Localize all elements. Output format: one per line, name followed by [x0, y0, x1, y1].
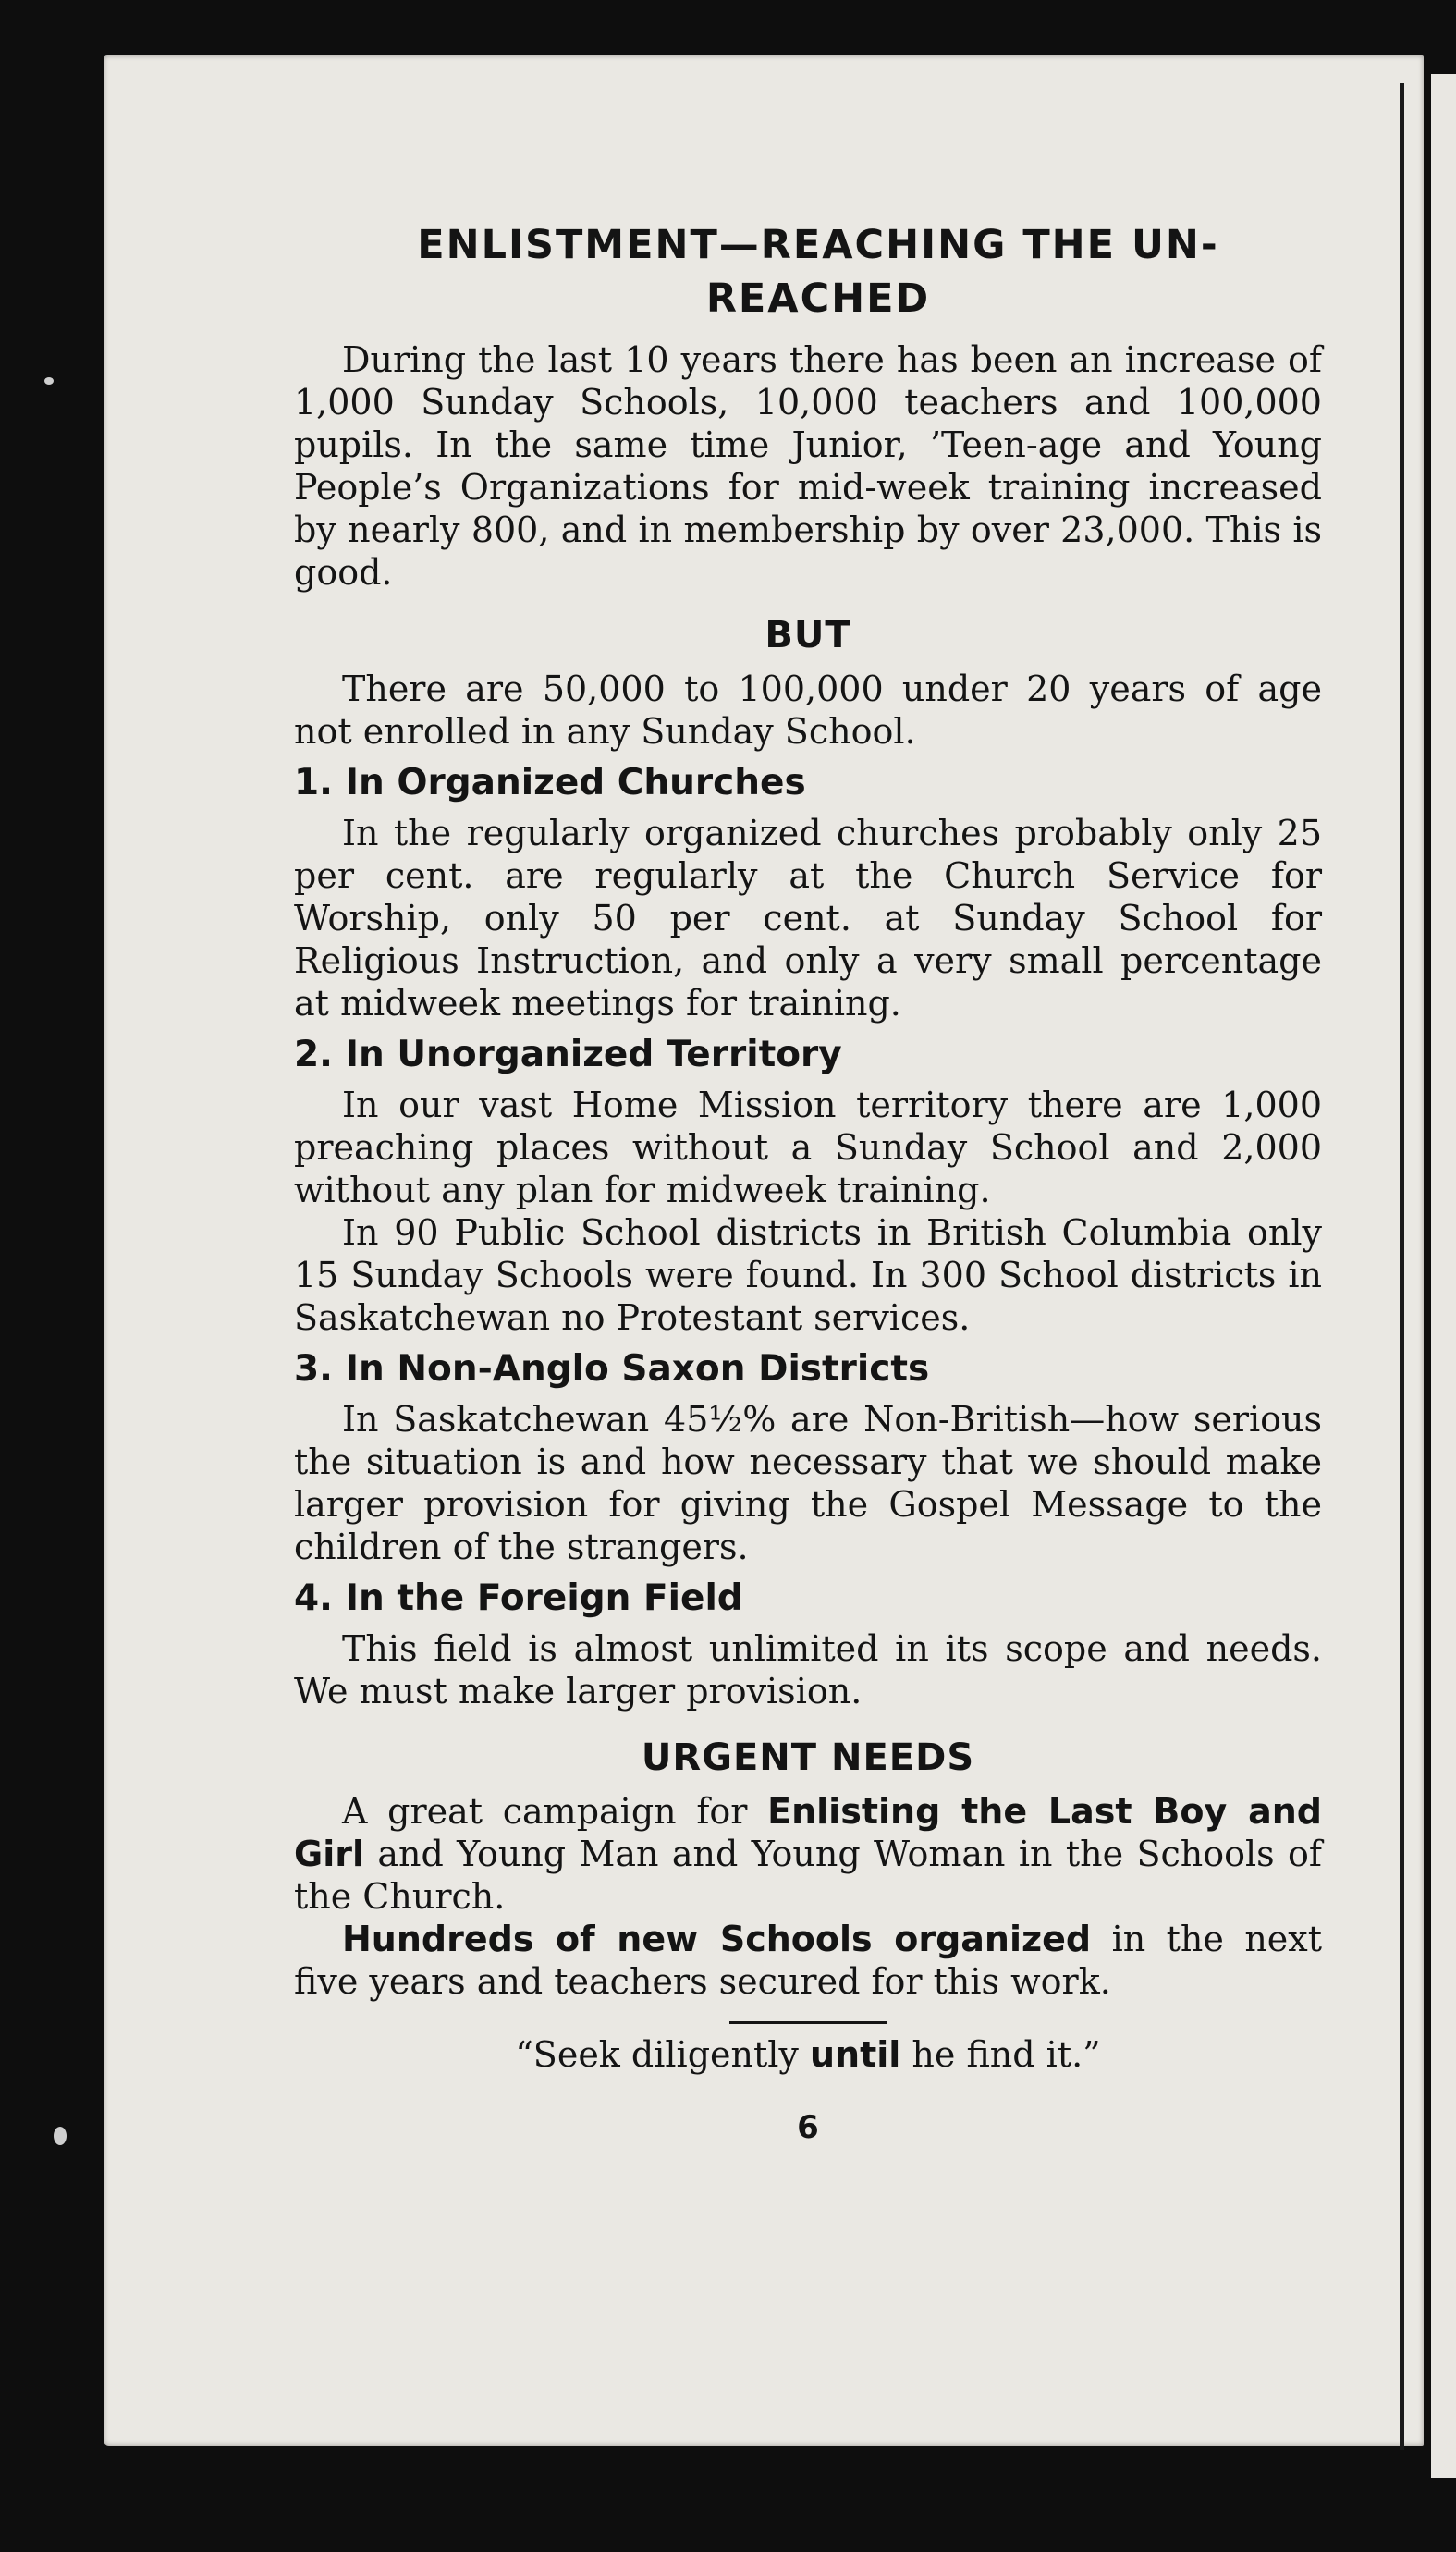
- page-title: ENLISTMENT—REACHING THE UN- REACHED: [417, 222, 1219, 322]
- campaign-bold-text: Enlisting the Last Boy and Girl: [294, 1791, 1322, 1874]
- scan-speck: [54, 2127, 67, 2145]
- urgent-needs-heading: URGENT NEEDS: [641, 1736, 975, 1779]
- closing-quote: [294, 2033, 1322, 2076]
- but-heading: BUT: [765, 614, 851, 656]
- urgent-needs-paragraph-campaign: [294, 1790, 1322, 1918]
- schools-rest-text: in the next five years and teachers secured for this work.: [294, 1919, 1322, 2002]
- section-paragraph-non-anglo-saxon: In Saskatchewan 45½% are Non-British—how serious the situation is and how necessary that we should make larger provision for giving the Gospel Message to the children of the strangers.: [294, 1399, 1322, 1567]
- adjacent-page-edge: [1431, 74, 1456, 2478]
- section-heading-organized-churches: 1. In Organized Churches: [294, 762, 806, 804]
- section-paragraph-british-columbia: In 90 Public School districts in British Columbia only 15 Sunday Schools were found. In 300 School districts in Saskatchewan no Protestant services.: [294, 1212, 1322, 1338]
- quote-end: he find it.”: [912, 2034, 1101, 2075]
- section-paragraph-home-mission: In our vast Home Mission territory there are 1,000 preaching places without a Sunday School and 2,000 without any plan for midweek training.: [294, 1085, 1322, 1210]
- section-heading-foreign-field: 4. In the Foreign Field: [294, 1577, 743, 1619]
- intro-paragraph: During the last 10 years there has been an increase of 1,000 Sunday Schools, 10,000 teachers and 100,000 pupils. In the same time Junior, ’Teen-age and Young People’s Organizations for mid-week training increased by nearly 800, and in membership by over 23,000. This is good.: [294, 339, 1322, 593]
- quote-start: “Seek diligently: [515, 2034, 799, 2075]
- section-paragraph-foreign-field: This field is almost unlimited in its scope and needs. We must make larger provision.: [294, 1628, 1322, 1712]
- page-binding-edge: [1400, 83, 1404, 2450]
- section-heading-unorganized-territory: 2. In Unorganized Territory: [294, 1034, 842, 1075]
- scan-speck: [44, 377, 54, 385]
- quote-bold-word: until: [809, 2034, 901, 2075]
- schools-bold-text: Hundreds of new Schools organized: [342, 1919, 1092, 1959]
- page-content: [294, 218, 1322, 2146]
- page-number: 6: [797, 2109, 819, 2146]
- campaign-rest-text: and Young Man and Young Woman in the Schools of the Church.: [294, 1834, 1322, 1917]
- campaign-intro-text: A great campaign for: [342, 1791, 748, 1832]
- divider-rule: [729, 2021, 887, 2024]
- section-heading-non-anglo-saxon: 3. In Non-Anglo Saxon Districts: [294, 1348, 930, 1390]
- but-paragraph: There are 50,000 to 100,000 under 20 years of age not enrolled in any Sunday School.: [294, 669, 1322, 752]
- urgent-needs-paragraph-schools: [294, 1918, 1322, 2003]
- section-paragraph-organized-churches: In the regularly organized churches probably only 25 per cent. are regularly at the Church Service for Worship, only 50 per cent. at Sunday School for Religious Instruction, and only a very small percentage at midweek meetings for training.: [294, 813, 1322, 1024]
